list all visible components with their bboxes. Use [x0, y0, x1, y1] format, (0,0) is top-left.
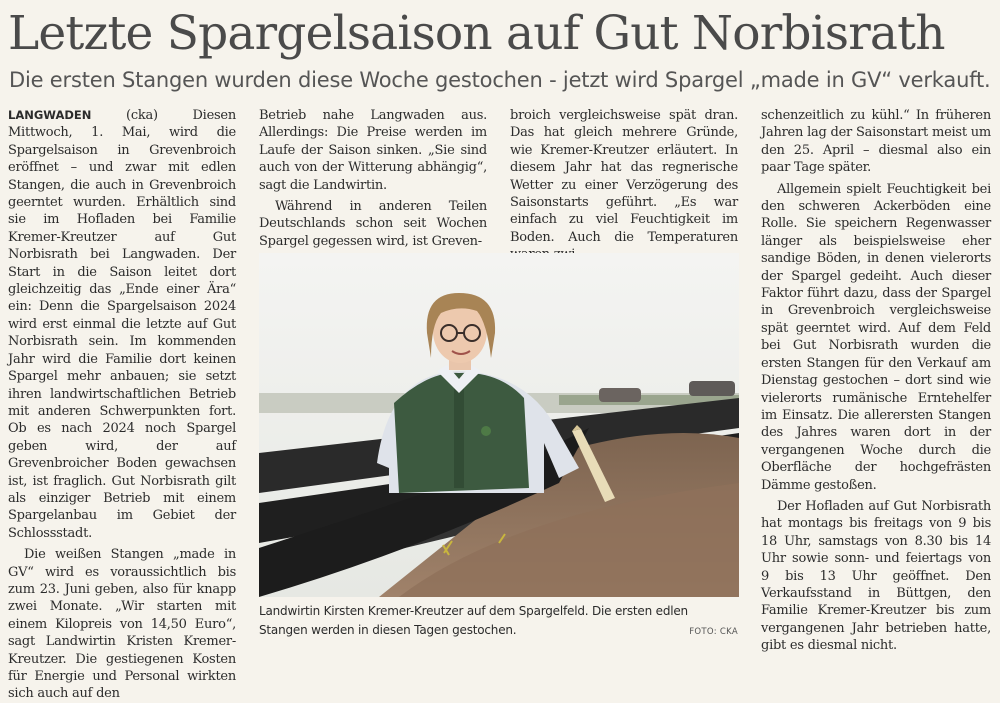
article-paragraph: Die weißen Stangen „made in GV“ wird es voraussichtlich bis zum 23. Juni geben, also für knapp zwei Monate. „Wir starten mit einem Kilopreis von 14,50 Euro“, sagt Landwirtin Kristen Kremer-Kreutzer. Die gestiegenen Kosten für Energie und Personal wirkten sich auch auf den — [8, 547, 236, 702]
article-column-4 — [761, 107, 991, 654]
paragraph-text: (cka) Diesen Mittwoch, 1. Mai, wird die Spargelsaison in Grevenbroich eröffnet – und zwar mit edlen Stangen, die auch in Grevenbroich geerntet wurden. Erhältlich sind sie im Hofladen bei Familie Kremer-Kreutzer auf Gut Norbisrath bei Langwaden. Der Start in die Saison leitet dort gleichzeitig das „Ende einer Ära“ ein: Denn die Spargelsaison 2024 wird erst einmal die letzte auf Gut Norbisrath sein. Im kommenden Jahr wird die Familie dort keinen Spargel mehr anbauen; sie setzt ihren landwirtschaftlichen Betrieb mit anderen Schwerpunkten fort. Ob es nach 2024 noch Spargel geben wird, der auf Grevenbroicher Boden gewachsen ist, ist fraglich. Gut Norbisrath gilt als einziger Betrieb mit einem Spargelanbau im Gebiet der Schlossstadt. — [8, 108, 236, 541]
photo-caption: Landwirtin Kirsten Kremer-Kreutzer auf dem Spargelfeld. Die ersten edlen Stangen werden in diesen Tagen gestochen. — [259, 604, 688, 637]
article-headline: Letzte Spargelsaison auf Gut Norbisrath — [8, 6, 945, 61]
photo-credit: FOTO: CKA — [689, 627, 738, 637]
article-photo — [259, 253, 739, 597]
article-paragraph: schenzeitlich zu kühl.“ In früheren Jahren lag der Saisonstart meist um den 25. April – diesmal also ein paar Tage später. — [761, 108, 991, 176]
dateline: LANGWADEN — [8, 108, 92, 122]
photo-farmer-asparagus-field — [259, 253, 739, 597]
article-paragraph: Während in anderen Teilen Deutschlands schon seit Wochen Spargel gegessen wird, ist Greven- — [259, 199, 487, 249]
article-paragraph: broich vergleichsweise spät dran. Das hat gleich mehrere Gründe, wie Kremer-Kreutzer erläutert. In diesem Jahr hat das regnerische Wetter zu einer Verzögerung des Saisonstarts geführt. „Es war einfach zu viel Feuchtigkeit im Boden. Auch die Temperaturen — [510, 108, 738, 245]
article-column-2 — [259, 107, 487, 247]
article-paragraph: Betrieb nahe Langwaden aus. Allerdings: Die Preise werden im Laufe der Saison sinken. „Sie sind auch von der Witterung abhängig“, sagt die Landwirtin. — [259, 108, 487, 193]
article-paragraph — [8, 107, 236, 542]
article-paragraph: Allgemein spielt Feuchtigkeit bei den schweren Ackerböden eine Rolle. Sie speichern Regenwasser länger als beispielsweise eher sandige Böden, in denen vielerorts der Spargel gedeiht. Auch dieser Faktor führt dazu, dass der Spargel in Grevenbroich vergleichsweise spät geerntet wird. Auf dem Feld bei Gut Norbisrath wurden die ersten Stangen für den Verkauf am Dienstag gestochen – dort sind wie vielerorts rumänische Erntehelfer im Einsatz. Die allerersten Stangen des Jahres waren dort in der vergangenen Woche durch die Oberfläche der hochgefrästen Dämme gestoßen. — [761, 181, 991, 493]
article-column-1 — [8, 107, 236, 702]
article-subheadline: Die ersten Stangen wurden diese Woche gestochen - jetzt wird Spargel „made in GV“ verkauft. — [9, 68, 991, 92]
article-paragraph: Der Hofladen auf Gut Norbisrath hat montags bis freitags von 9 bis 18 Uhr, samstags von 8.30 bis 14 Uhr sowie sonn- und feiertags von 9 bis 13 Uhr geöffnet. Den Verkaufsstand in Büttgen, den Familie Kremer-Kreutzer bis zum vergangenen Jahr betrieben hatte, gibt es diesmal nicht. — [761, 498, 991, 654]
article-column-3 — [510, 107, 738, 247]
